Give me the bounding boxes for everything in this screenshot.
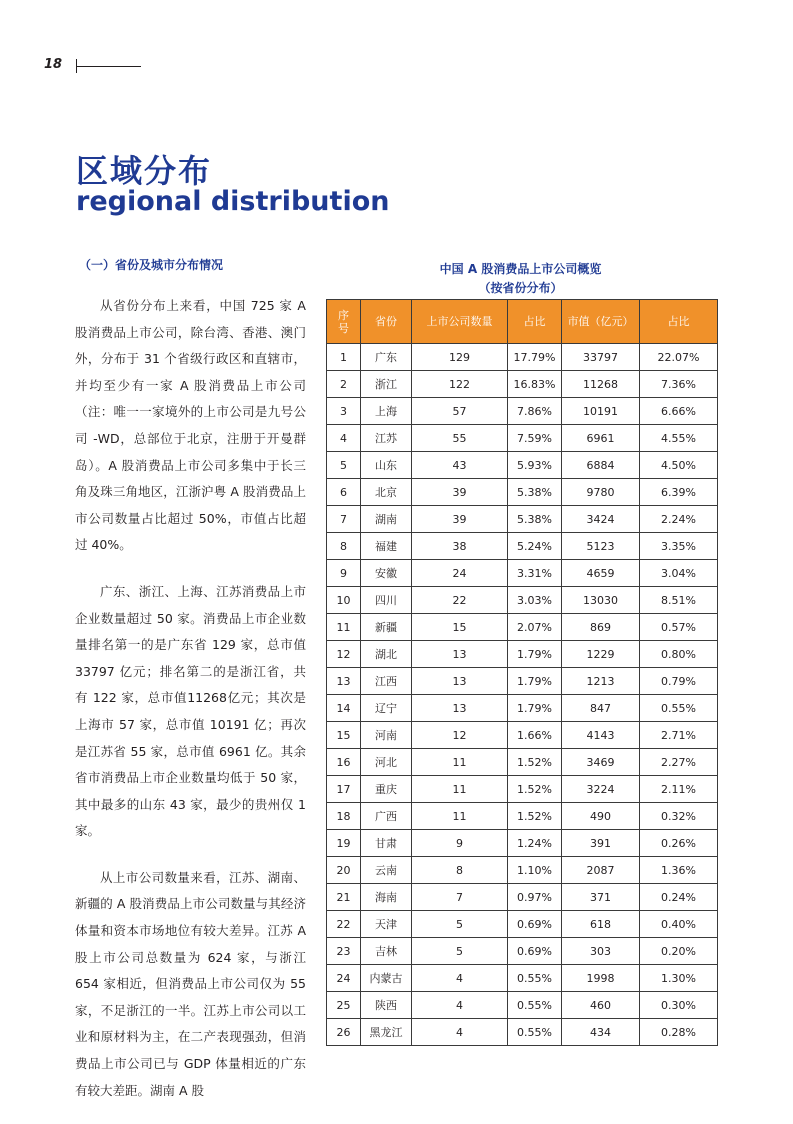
cell-count-share: 1.10% bbox=[508, 857, 562, 884]
header-rank: 序号 bbox=[327, 300, 361, 344]
cell-market-cap: 10191 bbox=[562, 398, 640, 425]
cell-count-share: 0.55% bbox=[508, 965, 562, 992]
cell-cap-share: 2.11% bbox=[640, 776, 718, 803]
cell-company-count: 38 bbox=[412, 533, 508, 560]
cell-cap-share: 0.32% bbox=[640, 803, 718, 830]
cell-company-count: 11 bbox=[412, 749, 508, 776]
cell-count-share: 1.52% bbox=[508, 803, 562, 830]
table-row bbox=[327, 560, 718, 587]
cell-count-share: 17.79% bbox=[508, 344, 562, 371]
header-count-share: 占比 bbox=[508, 300, 562, 344]
cell-market-cap: 618 bbox=[562, 911, 640, 938]
cell-count-share: 1.79% bbox=[508, 641, 562, 668]
cell-rank: 11 bbox=[327, 614, 361, 641]
cell-company-count: 4 bbox=[412, 965, 508, 992]
cell-market-cap: 434 bbox=[562, 1019, 640, 1046]
table-row bbox=[327, 803, 718, 830]
cell-count-share: 3.03% bbox=[508, 587, 562, 614]
cell-rank: 18 bbox=[327, 803, 361, 830]
cell-market-cap: 6884 bbox=[562, 452, 640, 479]
cell-cap-share: 2.27% bbox=[640, 749, 718, 776]
table-row bbox=[327, 722, 718, 749]
cell-province: 四川 bbox=[361, 587, 412, 614]
cell-company-count: 13 bbox=[412, 668, 508, 695]
cell-company-count: 129 bbox=[412, 344, 508, 371]
cell-cap-share: 0.57% bbox=[640, 614, 718, 641]
cell-rank: 8 bbox=[327, 533, 361, 560]
paragraph: 从省份分布上来看，中国 725 家 A 股消费品上市公司，除台湾、香港、澳门外，分布于 31 个省级行政区和直辖市，并均至少有一家 A 股消费品上市公司（注：唯一一家境外的上市公司是九号公司 -WD，总部位于北京，注册于开曼群岛）。A 股消费品上市公司多集中于长三角及珠三角地区，江浙沪粤 A 股消费品上市公司数量占比超过 50%，市值占比超过 40%。 bbox=[75, 298, 306, 553]
cell-market-cap: 4659 bbox=[562, 560, 640, 587]
cell-rank: 25 bbox=[327, 992, 361, 1019]
cell-company-count: 4 bbox=[412, 1019, 508, 1046]
cell-cap-share: 0.79% bbox=[640, 668, 718, 695]
cell-rank: 2 bbox=[327, 371, 361, 398]
cell-count-share: 0.97% bbox=[508, 884, 562, 911]
cell-province: 江西 bbox=[361, 668, 412, 695]
cell-province: 福建 bbox=[361, 533, 412, 560]
table-row bbox=[327, 776, 718, 803]
cell-market-cap: 2087 bbox=[562, 857, 640, 884]
cell-market-cap: 5123 bbox=[562, 533, 640, 560]
cell-market-cap: 3224 bbox=[562, 776, 640, 803]
table-row bbox=[327, 695, 718, 722]
cell-market-cap: 9780 bbox=[562, 479, 640, 506]
cell-market-cap: 371 bbox=[562, 884, 640, 911]
cell-market-cap: 33797 bbox=[562, 344, 640, 371]
cell-market-cap: 6961 bbox=[562, 425, 640, 452]
page-number: 18 bbox=[44, 57, 63, 72]
header-company-count: 上市公司数量 bbox=[412, 300, 508, 344]
cell-province: 天津 bbox=[361, 911, 412, 938]
cell-company-count: 11 bbox=[412, 803, 508, 830]
cell-count-share: 5.38% bbox=[508, 479, 562, 506]
cell-province: 甘肃 bbox=[361, 830, 412, 857]
cell-count-share: 16.83% bbox=[508, 371, 562, 398]
cell-market-cap: 1213 bbox=[562, 668, 640, 695]
cell-cap-share: 22.07% bbox=[640, 344, 718, 371]
cell-company-count: 11 bbox=[412, 776, 508, 803]
cell-count-share: 1.52% bbox=[508, 749, 562, 776]
cell-cap-share: 0.55% bbox=[640, 695, 718, 722]
cell-cap-share: 6.39% bbox=[640, 479, 718, 506]
table-caption-title: 中国 A 股消费品上市公司概览 bbox=[439, 262, 602, 276]
cell-company-count: 57 bbox=[412, 398, 508, 425]
cell-company-count: 24 bbox=[412, 560, 508, 587]
cell-company-count: 8 bbox=[412, 857, 508, 884]
table-row bbox=[327, 587, 718, 614]
cell-market-cap: 3424 bbox=[562, 506, 640, 533]
paragraph: 从上市公司数量来看，江苏、湖南、新疆的 A 股消费品上市公司数量与其经济体量和资本市场地位有较大差异。江苏 A 股上市公司总数量为 624 家，与浙江 654 家相近，但消费品上市公司仅为 55 家，不足浙江的一半。江苏上市公司以工业和原材料为主，在二产表现强劲，但消费品上市公司已与 GDP 体量相近的广东有较大差距。湖南 A 股 bbox=[75, 869, 306, 1098]
section-heading: （一）省份及城市分布情况 bbox=[79, 258, 224, 272]
cell-rank: 21 bbox=[327, 884, 361, 911]
cell-company-count: 5 bbox=[412, 911, 508, 938]
cell-count-share: 5.24% bbox=[508, 533, 562, 560]
cell-count-share: 2.07% bbox=[508, 614, 562, 641]
cell-rank: 7 bbox=[327, 506, 361, 533]
cell-cap-share: 2.24% bbox=[640, 506, 718, 533]
table-row bbox=[327, 641, 718, 668]
table-row bbox=[327, 452, 718, 479]
cell-rank: 5 bbox=[327, 452, 361, 479]
cell-rank: 23 bbox=[327, 938, 361, 965]
header-market-cap: 市值（亿元） bbox=[562, 300, 640, 344]
cell-province: 湖南 bbox=[361, 506, 412, 533]
cell-count-share: 1.24% bbox=[508, 830, 562, 857]
table-row bbox=[327, 965, 718, 992]
cell-rank: 1 bbox=[327, 344, 361, 371]
cell-province: 安徽 bbox=[361, 560, 412, 587]
cell-count-share: 1.79% bbox=[508, 695, 562, 722]
cell-rank: 15 bbox=[327, 722, 361, 749]
paragraph: 广东、浙江、上海、江苏消费品上市企业数量超过 50 家。消费品上市企业数量排名第一的是广东省 129 家，总市值 33797 亿元；排名第二的是浙江省，共有 122 家，总市值11268亿元；其次是上海市 57 家，总市值 10191 亿；再次是江苏省 55 家，总市值 6961 亿。其余省市消费品上市企业数量均低于 50 家，其中最多的山东 43 家，最少的贵州仅 1 家。 bbox=[75, 583, 306, 839]
cell-rank: 24 bbox=[327, 965, 361, 992]
cell-province: 辽宁 bbox=[361, 695, 412, 722]
cell-province: 海南 bbox=[361, 884, 412, 911]
table-row bbox=[327, 506, 718, 533]
cell-rank: 4 bbox=[327, 425, 361, 452]
cell-province: 河南 bbox=[361, 722, 412, 749]
cell-count-share: 0.69% bbox=[508, 911, 562, 938]
cell-market-cap: 303 bbox=[562, 938, 640, 965]
cell-count-share: 1.66% bbox=[508, 722, 562, 749]
cell-rank: 13 bbox=[327, 668, 361, 695]
province-stats-table bbox=[326, 299, 718, 1046]
table-row bbox=[327, 533, 718, 560]
table-row bbox=[327, 749, 718, 776]
cell-rank: 9 bbox=[327, 560, 361, 587]
cell-province: 上海 bbox=[361, 398, 412, 425]
cell-rank: 3 bbox=[327, 398, 361, 425]
table-row bbox=[327, 344, 718, 371]
table-caption-subtitle: （按省份分布） bbox=[478, 281, 563, 295]
cell-province: 重庆 bbox=[361, 776, 412, 803]
cell-rank: 17 bbox=[327, 776, 361, 803]
cell-count-share: 0.55% bbox=[508, 992, 562, 1019]
cell-company-count: 7 bbox=[412, 884, 508, 911]
cell-cap-share: 0.24% bbox=[640, 884, 718, 911]
cell-rank: 19 bbox=[327, 830, 361, 857]
table-row bbox=[327, 857, 718, 884]
cell-province: 云南 bbox=[361, 857, 412, 884]
cell-cap-share: 0.40% bbox=[640, 911, 718, 938]
cell-rank: 22 bbox=[327, 911, 361, 938]
header-cap-share: 占比 bbox=[640, 300, 718, 344]
cell-cap-share: 3.35% bbox=[640, 533, 718, 560]
cell-market-cap: 1229 bbox=[562, 641, 640, 668]
cell-rank: 16 bbox=[327, 749, 361, 776]
cell-rank: 26 bbox=[327, 1019, 361, 1046]
table-row bbox=[327, 479, 718, 506]
cell-count-share: 1.79% bbox=[508, 668, 562, 695]
cell-province: 新疆 bbox=[361, 614, 412, 641]
cell-market-cap: 3469 bbox=[562, 749, 640, 776]
cell-count-share: 7.86% bbox=[508, 398, 562, 425]
cell-company-count: 4 bbox=[412, 992, 508, 1019]
cell-rank: 6 bbox=[327, 479, 361, 506]
cell-company-count: 43 bbox=[412, 452, 508, 479]
cell-count-share: 3.31% bbox=[508, 560, 562, 587]
cell-cap-share: 7.36% bbox=[640, 371, 718, 398]
cell-province: 湖北 bbox=[361, 641, 412, 668]
cell-cap-share: 0.30% bbox=[640, 992, 718, 1019]
cell-count-share: 5.38% bbox=[508, 506, 562, 533]
cell-cap-share: 3.04% bbox=[640, 560, 718, 587]
table-row bbox=[327, 911, 718, 938]
cell-cap-share: 2.71% bbox=[640, 722, 718, 749]
table-row bbox=[327, 938, 718, 965]
cell-province: 山东 bbox=[361, 452, 412, 479]
table-row bbox=[327, 398, 718, 425]
cell-market-cap: 869 bbox=[562, 614, 640, 641]
cell-cap-share: 1.30% bbox=[640, 965, 718, 992]
cell-company-count: 39 bbox=[412, 479, 508, 506]
cell-province: 河北 bbox=[361, 749, 412, 776]
cell-company-count: 39 bbox=[412, 506, 508, 533]
cell-count-share: 0.55% bbox=[508, 1019, 562, 1046]
cell-market-cap: 391 bbox=[562, 830, 640, 857]
cell-market-cap: 847 bbox=[562, 695, 640, 722]
table-row bbox=[327, 668, 718, 695]
cell-cap-share: 0.80% bbox=[640, 641, 718, 668]
table-row bbox=[327, 425, 718, 452]
cell-count-share: 7.59% bbox=[508, 425, 562, 452]
cell-rank: 10 bbox=[327, 587, 361, 614]
cell-province: 浙江 bbox=[361, 371, 412, 398]
cell-cap-share: 1.36% bbox=[640, 857, 718, 884]
table-row bbox=[327, 614, 718, 641]
cell-cap-share: 0.20% bbox=[640, 938, 718, 965]
cell-count-share: 1.52% bbox=[508, 776, 562, 803]
cell-market-cap: 4143 bbox=[562, 722, 640, 749]
cell-company-count: 13 bbox=[412, 695, 508, 722]
cell-company-count: 12 bbox=[412, 722, 508, 749]
cell-cap-share: 4.50% bbox=[640, 452, 718, 479]
cell-rank: 20 bbox=[327, 857, 361, 884]
cell-company-count: 22 bbox=[412, 587, 508, 614]
cell-province: 广东 bbox=[361, 344, 412, 371]
table-row bbox=[327, 371, 718, 398]
cell-province: 吉林 bbox=[361, 938, 412, 965]
cell-market-cap: 11268 bbox=[562, 371, 640, 398]
cell-province: 北京 bbox=[361, 479, 412, 506]
page-rule-horizontal bbox=[76, 66, 141, 67]
cell-company-count: 5 bbox=[412, 938, 508, 965]
cell-market-cap: 13030 bbox=[562, 587, 640, 614]
cell-province: 陕西 bbox=[361, 992, 412, 1019]
cell-rank: 12 bbox=[327, 641, 361, 668]
cell-market-cap: 490 bbox=[562, 803, 640, 830]
cell-rank: 14 bbox=[327, 695, 361, 722]
cell-count-share: 5.93% bbox=[508, 452, 562, 479]
table-header-row bbox=[327, 300, 718, 344]
cell-cap-share: 6.66% bbox=[640, 398, 718, 425]
table-row bbox=[327, 992, 718, 1019]
cell-company-count: 122 bbox=[412, 371, 508, 398]
cell-company-count: 13 bbox=[412, 641, 508, 668]
cell-company-count: 9 bbox=[412, 830, 508, 857]
body-text-column bbox=[75, 293, 306, 1124]
page-title-english: regional distribution bbox=[76, 186, 390, 217]
header-province: 省份 bbox=[361, 300, 412, 344]
cell-province: 江苏 bbox=[361, 425, 412, 452]
cell-count-share: 0.69% bbox=[508, 938, 562, 965]
cell-cap-share: 0.26% bbox=[640, 830, 718, 857]
cell-province: 广西 bbox=[361, 803, 412, 830]
table-row bbox=[327, 884, 718, 911]
cell-cap-share: 0.28% bbox=[640, 1019, 718, 1046]
cell-province: 黑龙江 bbox=[361, 1019, 412, 1046]
cell-company-count: 15 bbox=[412, 614, 508, 641]
cell-market-cap: 1998 bbox=[562, 965, 640, 992]
cell-cap-share: 8.51% bbox=[640, 587, 718, 614]
page-title-chinese: 区域分布 bbox=[76, 152, 213, 190]
table-row bbox=[327, 830, 718, 857]
cell-cap-share: 4.55% bbox=[640, 425, 718, 452]
cell-company-count: 55 bbox=[412, 425, 508, 452]
cell-province: 内蒙古 bbox=[361, 965, 412, 992]
cell-market-cap: 460 bbox=[562, 992, 640, 1019]
table-row bbox=[327, 1019, 718, 1046]
